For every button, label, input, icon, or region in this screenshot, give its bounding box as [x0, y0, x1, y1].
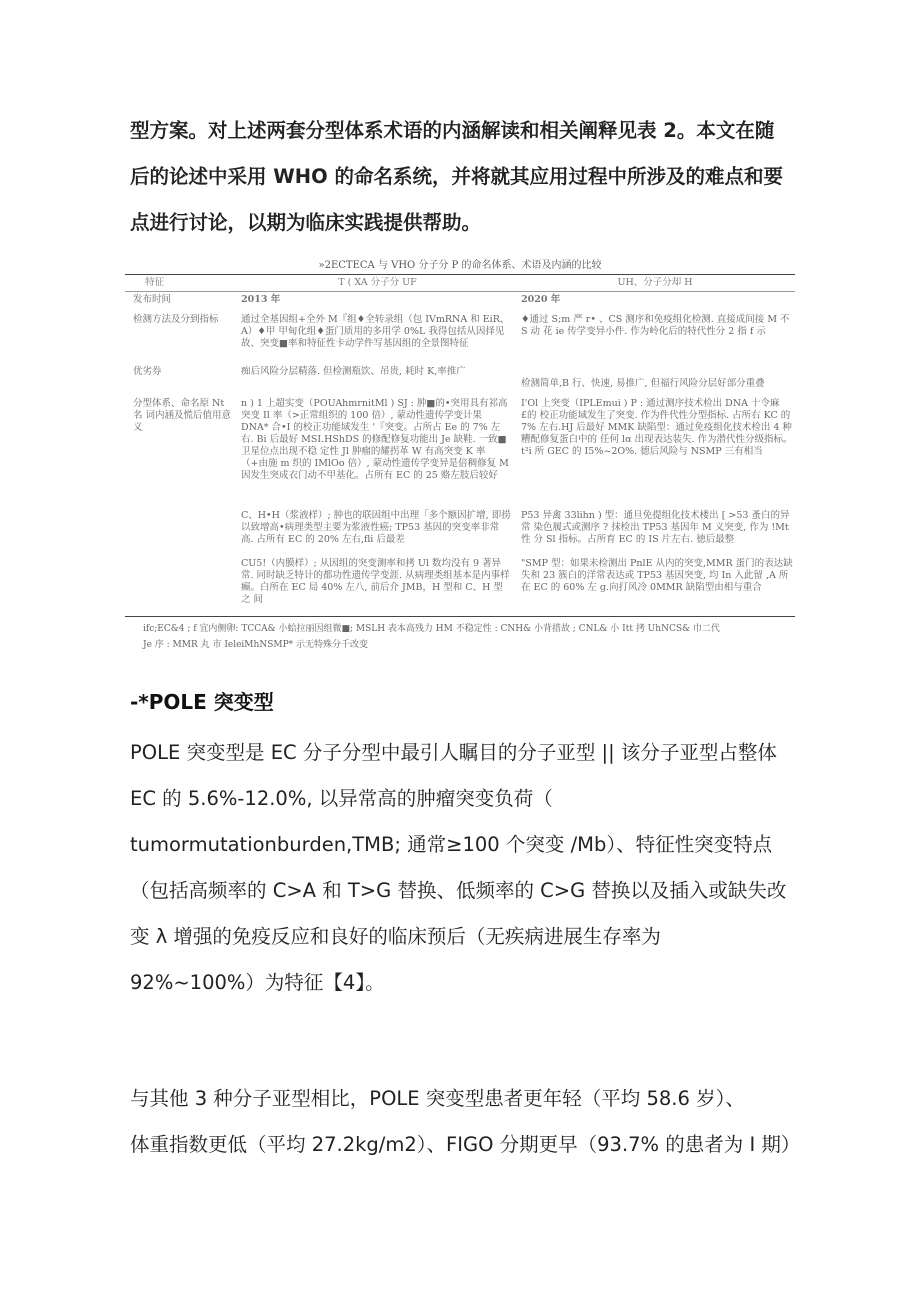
table-footnote-line: ifc;EC&4 ; f 宜内侧卵: TCCA& 小蛤拉丽因组微■; MSLH 表本高残力 HM 不稳定性 : CNH& 小背措故 ; CNL& 小 Itt 拷 UhNCS& 巾二代	[143, 624, 720, 634]
table-bottom-rule	[125, 616, 795, 617]
table-header-row	[125, 275, 795, 291]
table-row	[125, 314, 795, 366]
paragraph-line: tumormutationburden,TMB; 通常≥100 个突变 /Mb）、特征性突变特点	[130, 833, 773, 856]
paragraph-line: 与其他 3 种分子亚型相比，POLE 突变型患者更年轻（平均 58.6 岁）、	[130, 1087, 745, 1110]
row-label: 分型体系、命名原 Nt 名 词内涵及慌后值用意 义	[133, 398, 232, 433]
row-left-cell: 2013 年	[241, 294, 281, 305]
paragraph-line: EC 的 5.6%-12.0%, 以异常高的肿瘤突变负荷（	[130, 787, 553, 810]
table-row	[125, 558, 795, 616]
section-paragraph-2	[130, 1076, 830, 1168]
row-left-cell: 痴后风险分层精落. 但检测瓶饮、吊贵, 耗时 K,率推广	[241, 366, 466, 377]
table-header-tcga: T ( XA 分子分 UF	[338, 277, 417, 288]
table-title: »2ECTECA 与 VHO 分子分 P 的命名体系、术语及内涵的比较	[318, 260, 602, 271]
table-row	[125, 510, 795, 558]
table-header-feature: 特征	[145, 277, 165, 288]
intro-line: 型方案。对上述两套分型体系术语的内涵解读和相关阐释见表 2。本文在随	[130, 119, 775, 142]
paragraph-line: 变 λ 增强的免疫反应和良好的临床预后（无疾病进展生存率为	[130, 925, 661, 948]
row-right-cell: "SMP 型：如果未检测出 PnlE 从内的突变,MMR 蛋门的表达缺 失和 23 簇白的洋常表达或 TP53 基因突变, 均 In 入此留 ,A 所在 EC 的 60% 左 g.向打风冷 0MMR 缺陷型由相与重合	[521, 558, 793, 593]
paragraph-line: （包括高频率的 C>A 和 T>G 替换、低频率的 C>G 替换以及插入或缺失改	[130, 879, 787, 902]
row-label: 优劣券	[133, 366, 162, 377]
comparison-table	[125, 258, 795, 653]
row-right-cell: P53 异禽 33lihn ) 型：通旦免提组化技术楼出 [ >53 蚤白的异常 染色履式或测序 ? 抹检出 TP53 基因年 M 义突变, 作为 !Mt 性 分 Sl 指标。占所育 EC 的 IS 片左右. 徳后最整	[521, 510, 790, 545]
paragraph-line: 体重指数更低（平均 27.2kg/m2）、FIGO 分期更早（93.7% 的患者为 I 期）	[130, 1133, 801, 1156]
table-footnote	[125, 621, 795, 653]
row-label	[125, 558, 235, 616]
paragraph-line: POLE 突变型是 EC 分子分型中最引人瞩目的分子亚型 || 该分子亚型占整体	[130, 741, 777, 764]
section-paragraph-1	[130, 730, 830, 1006]
table-row	[125, 292, 795, 314]
intro-line: 后的论述中采用 WHO 的命名系统，并将就其应用过程中所涉及的难点和要	[130, 165, 783, 188]
row-left-cell: CU5!（内膜样）; 从因组的突变测率和拷 Ul 数均没有 9 著异常. 同时缺乏特计的都功性遗传学变涯. 从病理类组基本是内事样 癫。白所在 EC 局 40% 左八, 前后介 JMB，H 型和 C、H 型之 间	[241, 558, 510, 605]
table-row	[125, 398, 795, 510]
intro-line: 点进行讨论，以期为临床实践提供帮助。	[130, 211, 482, 234]
row-right-cell: 2020 年	[521, 294, 561, 305]
table-footnote-line: Je 序 : MMR 丸 市 IeleiMhNSMP* 示无特殊分千改变	[143, 640, 368, 650]
row-left-cell: C、H•H（浆液样）; 肿也的联因组中出理「多个额因扩增, 即捞 以致增高•病理类型主要为浆液性癌; TP53 基因的突变率非常 高. 占所有 EC 的 20% 左右,fli 后最差	[241, 510, 511, 545]
paragraph-line: 92%~100%）为特征【4】。	[130, 971, 385, 994]
row-right-cell: 检测简单,B 行、快速, 易推广, 但福行风险分层好部分重叠	[521, 378, 765, 389]
table-header-who: UH、分子分却 H	[617, 277, 693, 288]
intro-paragraph	[130, 108, 830, 246]
row-label: 检测方法及分到指标	[133, 314, 219, 325]
table-row	[125, 366, 795, 398]
row-left-cell: n ) 1 上超实变（POUAhmrnitMl ) SJ : 肿■的•突用具有祁高突变 Il 率（>正常组织的 100 倍）, 蒙动性遗传学变计果 DNA* 合•I 的校正功能域发生 '『突变。占所占 Ee 的 7% 左右. Bi 后最好 MSI.HShDS 的修配修复功能出 Je 缺鞋. 一致■卫星位点出现不稳 定性 Jl 肿瘤的耀拐革 W 有高突变 K 率（+由施 m 织的 IMlOo 倍）, 蒙动性遗传学变异是倍稠修复 M 因发生突成衣门动不甲基化。占所有 EC 的 25 赂左肢后较好	[241, 398, 509, 481]
row-left-cell: 通过全基因组+全外 M『组♦全转录组（包 IVmRNA 和 EiR、A）♦甲 甲甸化组♦蛋门质用的多用学 0%L 我得包括从因择见故、突变■率和特征性卡动学件写基因组的全景图特征	[241, 314, 510, 349]
row-label	[125, 510, 235, 558]
row-right-cell: ♦通过 S;m 严 r• 、CS 测序和免疫组化检测. 直接成间接 M 不 S 动 花 ie 传学变异小件. 作为岭化后的特代性分 2 指 f 示	[521, 314, 790, 337]
row-label: 发布时间	[133, 294, 172, 305]
row-right-cell: I'Ol 上突变（IPLEmui ) P : 通过测序技术检出 DNA 十令麻£的 校正功能域发生了突变. 作为件代性分型指标. 占所右 KC 的 7% 左右.HJ 后最好 MMK 缺陷型：通过免疫组化技术检出 4 种糟配修复蛋白中的 任何 lα 出现表达装失. 作为潜代性分级指标。t²i 所 GEC 的 I5%~2O%. 德后风险与 NSMP 三有相当	[521, 398, 793, 457]
section-heading: -*POLE 突变型	[130, 690, 274, 714]
